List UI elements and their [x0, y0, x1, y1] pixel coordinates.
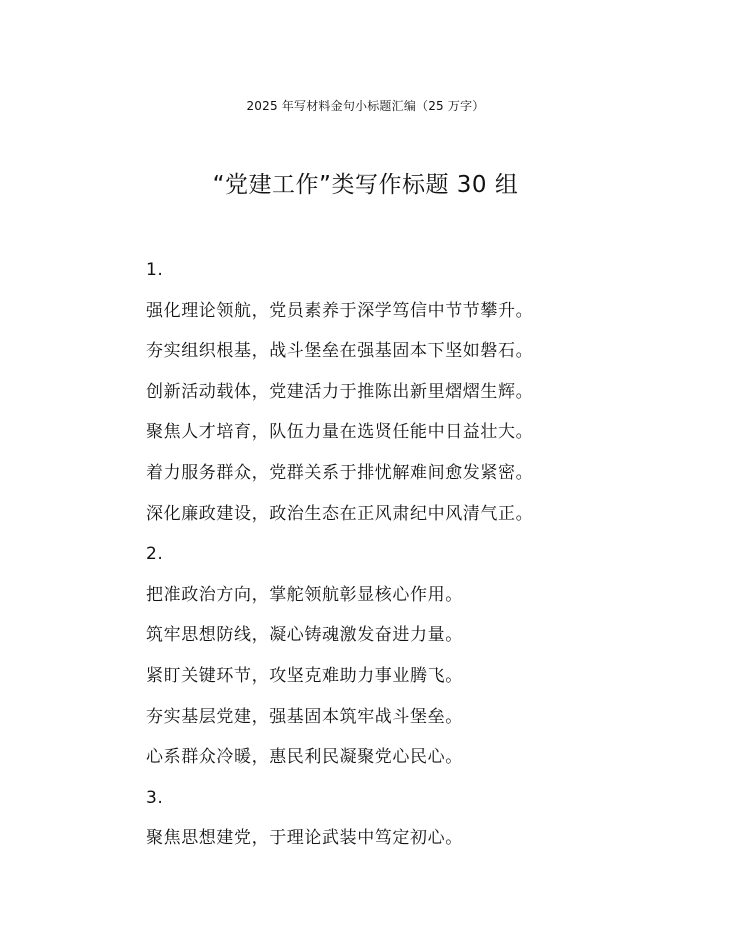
- document-header: 2025 年写材料金句小标题汇编（25 万字）: [246, 99, 485, 113]
- document-body: [146, 257, 706, 866]
- document-title: “党建工作”类写作标题 30 组: [212, 172, 519, 198]
- paragraph-line: 心系群众冷暖，惠民利民凝聚党心民心。: [146, 747, 463, 768]
- paragraph-line: 着力服务群众，党群关系于排忧解难间愈发紧密。: [146, 462, 534, 483]
- group-number: 1.: [146, 260, 164, 280]
- paragraph-line: 聚焦思想建党，于理论武装中笃定初心。: [146, 828, 463, 849]
- paragraph-line: 聚焦人才培育，队伍力量在选贤任能中日益壮大。: [146, 422, 534, 443]
- paragraph-line: 创新活动载体，党建活力于推陈出新里熠熠生辉。: [146, 381, 534, 402]
- paragraph-line: 紧盯关键环节，攻坚克难助力事业腾飞。: [146, 665, 463, 686]
- paragraph-line: 把准政治方向，掌舵领航彰显核心作用。: [146, 584, 463, 605]
- paragraph-line: 筑牢思想防线，凝心铸魂激发奋进力量。: [146, 625, 463, 646]
- paragraph-line: 强化理论领航，党员素养于深学笃信中节节攀升。: [146, 300, 534, 321]
- paragraph-line: 深化廉政建设，政治生态在正风肃纪中风清气正。: [146, 503, 534, 524]
- group-number: 2.: [146, 544, 164, 565]
- paragraph-line: 夯实组织根基，战斗堡垒在强基固本下坚如磐石。: [146, 341, 534, 362]
- group-number: 3.: [146, 787, 164, 808]
- paragraph-line: 夯实基层党建，强基固本筑牢战斗堡垒。: [146, 706, 463, 727]
